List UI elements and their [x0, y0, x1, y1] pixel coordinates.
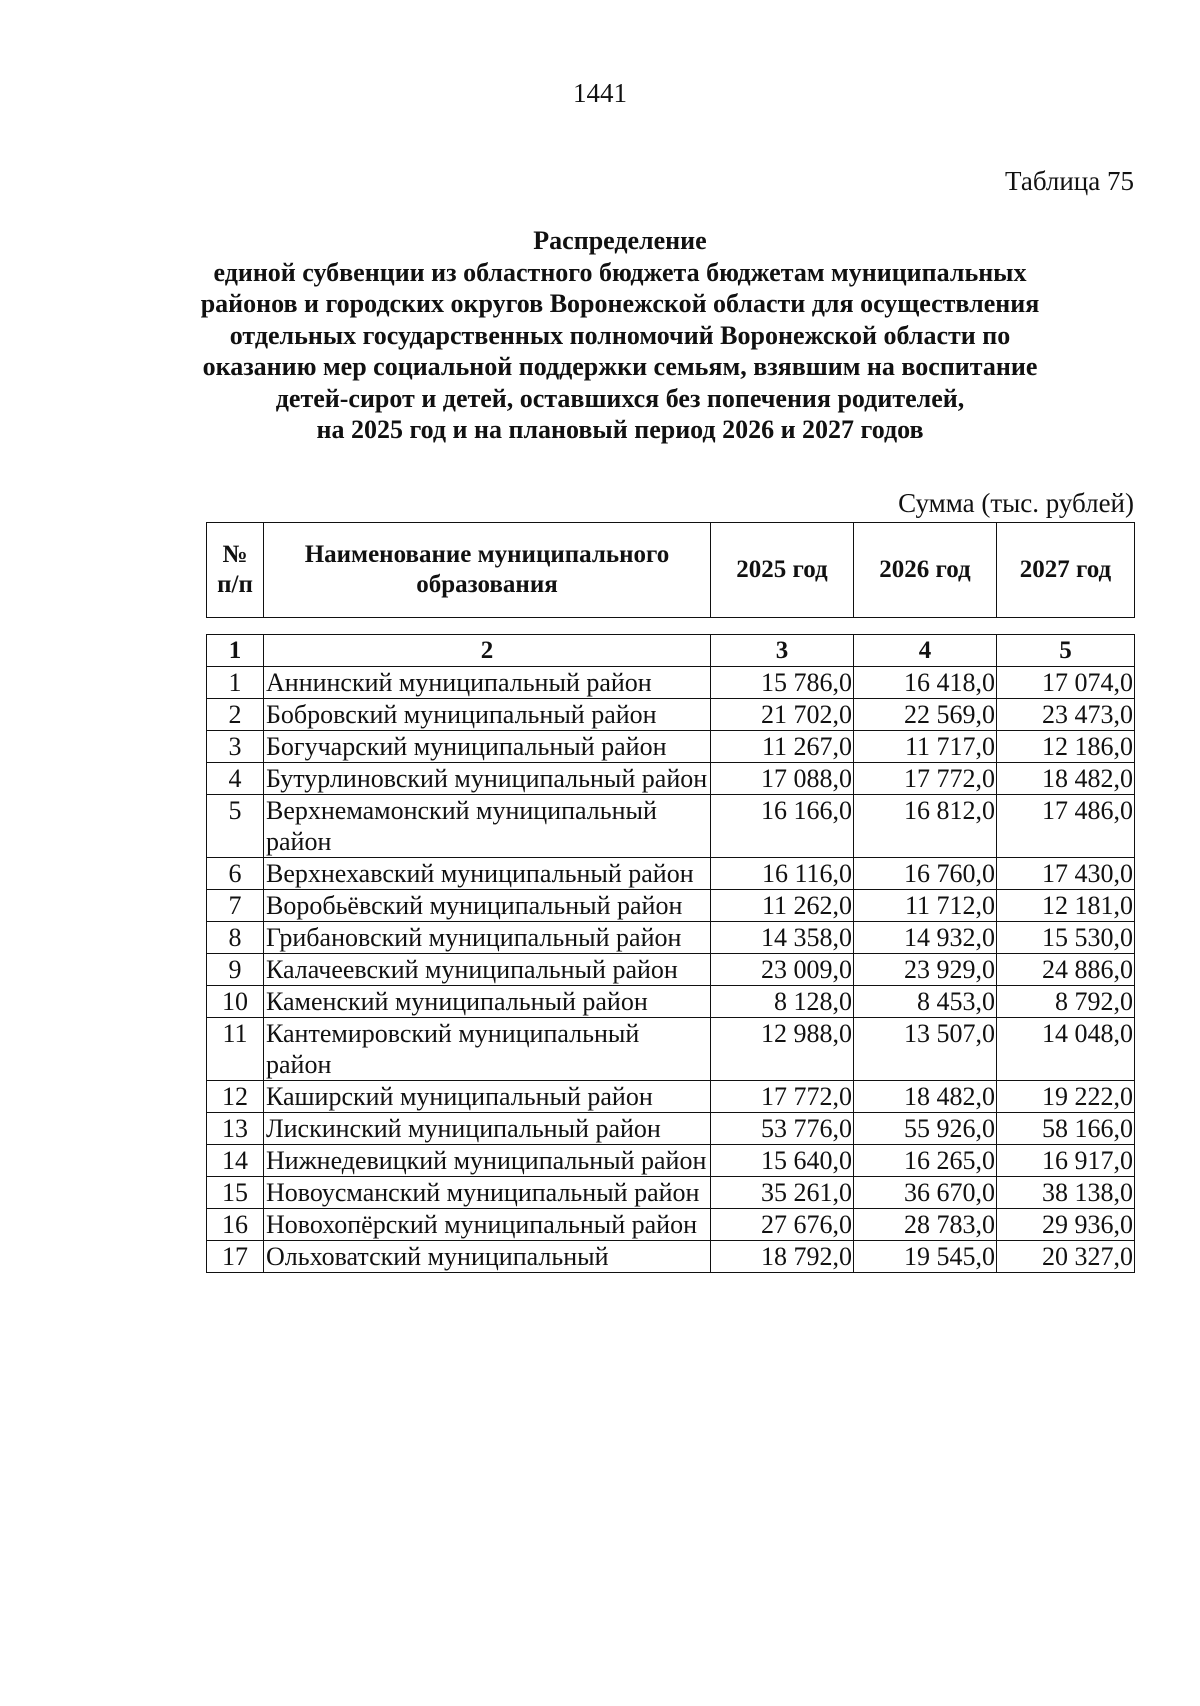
row-value-2025: 11 267,0 — [711, 731, 854, 763]
row-value-2027: 12 186,0 — [997, 731, 1135, 763]
row-value-2027: 14 048,0 — [997, 1018, 1135, 1081]
table-row — [207, 699, 1135, 731]
table-row — [207, 858, 1135, 890]
row-value-2027: 20 327,0 — [997, 1241, 1135, 1273]
row-name: Богучарский муниципальный район — [264, 731, 711, 763]
row-value-2027: 12 181,0 — [997, 890, 1135, 922]
row-number: 4 — [207, 763, 264, 795]
title-line: детей-сирот и детей, оставшихся без попечения родителей, — [275, 383, 965, 413]
row-value-2026: 16 760,0 — [854, 858, 997, 890]
table-row — [207, 1113, 1135, 1145]
row-value-2026: 8 453,0 — [854, 986, 997, 1018]
data-table — [206, 634, 1135, 1273]
row-value-2026: 22 569,0 — [854, 699, 997, 731]
title-line: на 2025 год и на плановый период 2026 и 2027 годов — [316, 415, 924, 444]
table-row — [207, 763, 1135, 795]
row-value-2025: 23 009,0 — [711, 954, 854, 986]
row-name: Грибановский муниципальный район — [264, 922, 711, 954]
header-name — [264, 523, 711, 618]
row-name: Бобровский муниципальный район — [264, 699, 711, 731]
column-number: 1 — [207, 635, 264, 667]
row-number: 1 — [207, 667, 264, 699]
row-value-2026: 28 783,0 — [854, 1209, 997, 1241]
row-number: 2 — [207, 699, 264, 731]
title-line: отдельных государственных полномочий Воронежской области по — [229, 320, 1011, 350]
row-name: Нижнедевицкий муниципальный район — [264, 1145, 711, 1177]
row-value-2027: 17 430,0 — [997, 858, 1135, 890]
row-number: 16 — [207, 1209, 264, 1241]
row-value-2026: 16 812,0 — [854, 795, 997, 858]
row-value-2025: 17 772,0 — [711, 1081, 854, 1113]
row-value-2025: 18 792,0 — [711, 1241, 854, 1273]
table-row — [207, 795, 1135, 858]
row-value-2026: 55 926,0 — [854, 1113, 997, 1145]
row-value-2026: 36 670,0 — [854, 1177, 997, 1209]
row-value-2027: 24 886,0 — [997, 954, 1135, 986]
row-value-2027: 17 486,0 — [997, 795, 1135, 858]
row-value-2026: 13 507,0 — [854, 1018, 997, 1081]
title-line: Распределение — [533, 226, 707, 255]
row-name: Аннинский муниципальный район — [264, 667, 711, 699]
row-value-2025: 14 358,0 — [711, 922, 854, 954]
row-value-2025: 15 640,0 — [711, 1145, 854, 1177]
row-number: 10 — [207, 986, 264, 1018]
table-row — [207, 986, 1135, 1018]
row-name: Каширский муниципальный район — [264, 1081, 711, 1113]
row-value-2027: 23 473,0 — [997, 699, 1135, 731]
header-2025: 2025 год — [711, 523, 854, 618]
table-row — [207, 1145, 1135, 1177]
row-value-2026: 11 717,0 — [854, 731, 997, 763]
row-number: 6 — [207, 858, 264, 890]
header-number-line2: п/п — [217, 571, 253, 598]
table-row — [207, 1081, 1135, 1113]
row-name: Калачеевский муниципальный район — [264, 954, 711, 986]
table-row — [207, 922, 1135, 954]
row-number: 12 — [207, 1081, 264, 1113]
table-header — [206, 522, 1135, 618]
header-name-line1: Наименование муниципального — [304, 541, 670, 568]
row-name: Воробьёвский муниципальный район — [264, 890, 711, 922]
table-row — [207, 890, 1135, 922]
row-value-2026: 23 929,0 — [854, 954, 997, 986]
row-value-2025: 12 988,0 — [711, 1018, 854, 1081]
row-number: 13 — [207, 1113, 264, 1145]
row-name: Новохопёрский муниципальный район — [264, 1209, 711, 1241]
row-number: 3 — [207, 731, 264, 763]
title-line: оказанию мер социальной поддержки семьям, взявшим на воспитание — [202, 352, 1038, 381]
header-2026: 2026 год — [854, 523, 997, 618]
row-value-2025: 35 261,0 — [711, 1177, 854, 1209]
row-value-2027: 8 792,0 — [997, 986, 1135, 1018]
column-number: 5 — [997, 635, 1135, 667]
table-row — [207, 1177, 1135, 1209]
row-value-2025: 21 702,0 — [711, 699, 854, 731]
row-name: Верхнехавский муниципальный район — [264, 858, 711, 890]
table-row — [207, 1241, 1135, 1273]
row-value-2026: 17 772,0 — [854, 763, 997, 795]
row-number: 11 — [207, 1018, 264, 1081]
row-number: 8 — [207, 922, 264, 954]
row-value-2026: 19 545,0 — [854, 1241, 997, 1273]
row-value-2026: 14 932,0 — [854, 922, 997, 954]
row-value-2025: 27 676,0 — [711, 1209, 854, 1241]
table-row — [207, 1209, 1135, 1241]
row-number: 9 — [207, 954, 264, 986]
table-row — [207, 954, 1135, 986]
row-value-2025: 8 128,0 — [711, 986, 854, 1018]
row-value-2025: 17 088,0 — [711, 763, 854, 795]
column-number: 4 — [854, 635, 997, 667]
page-number: 1441 — [573, 78, 627, 108]
header-number — [207, 523, 264, 618]
table-row — [207, 1018, 1135, 1081]
row-number: 7 — [207, 890, 264, 922]
row-value-2027: 58 166,0 — [997, 1113, 1135, 1145]
row-value-2027: 29 936,0 — [997, 1209, 1135, 1241]
row-name: Бутурлиновский муниципальный район — [264, 763, 711, 795]
column-number: 2 — [264, 635, 711, 667]
row-name: Верхнемамонский муниципальный район — [264, 795, 711, 858]
row-value-2027: 16 917,0 — [997, 1145, 1135, 1177]
column-number: 3 — [711, 635, 854, 667]
row-name: Новоусманский муниципальный район — [264, 1177, 711, 1209]
row-name: Лискинский муниципальный район — [264, 1113, 711, 1145]
row-value-2027: 38 138,0 — [997, 1177, 1135, 1209]
row-number: 5 — [207, 795, 264, 858]
row-name: Каменский муниципальный район — [264, 986, 711, 1018]
document-title — [190, 225, 1050, 446]
header-2027: 2027 год — [997, 523, 1135, 618]
row-number: 15 — [207, 1177, 264, 1209]
row-number: 14 — [207, 1145, 264, 1177]
row-value-2027: 17 074,0 — [997, 667, 1135, 699]
row-value-2027: 18 482,0 — [997, 763, 1135, 795]
row-value-2025: 11 262,0 — [711, 890, 854, 922]
column-number-row — [207, 635, 1135, 667]
row-value-2026: 16 265,0 — [854, 1145, 997, 1177]
row-value-2027: 19 222,0 — [997, 1081, 1135, 1113]
table-row — [207, 731, 1135, 763]
row-value-2025: 15 786,0 — [711, 667, 854, 699]
header-number-line1: № — [222, 541, 248, 568]
title-line: единой субвенции из областного бюджета бюджетам муниципальных — [213, 257, 1027, 287]
table-row — [207, 667, 1135, 699]
row-value-2026: 16 418,0 — [854, 667, 997, 699]
row-name: Ольховатский муниципальный — [264, 1241, 711, 1273]
row-value-2026: 11 712,0 — [854, 890, 997, 922]
row-value-2027: 15 530,0 — [997, 922, 1135, 954]
row-name: Кантемировский муниципальный район — [264, 1018, 711, 1081]
units-label: Сумма (тыс. рублей) — [898, 488, 1134, 518]
table-number: Таблица 75 — [1005, 166, 1134, 196]
row-value-2025: 16 116,0 — [711, 858, 854, 890]
row-value-2026: 18 482,0 — [854, 1081, 997, 1113]
header-name-line2: образования — [416, 571, 558, 598]
row-number: 17 — [207, 1241, 264, 1273]
title-line: районов и городских округов Воронежской области для осуществления — [200, 289, 1040, 318]
row-value-2025: 53 776,0 — [711, 1113, 854, 1145]
row-value-2025: 16 166,0 — [711, 795, 854, 858]
